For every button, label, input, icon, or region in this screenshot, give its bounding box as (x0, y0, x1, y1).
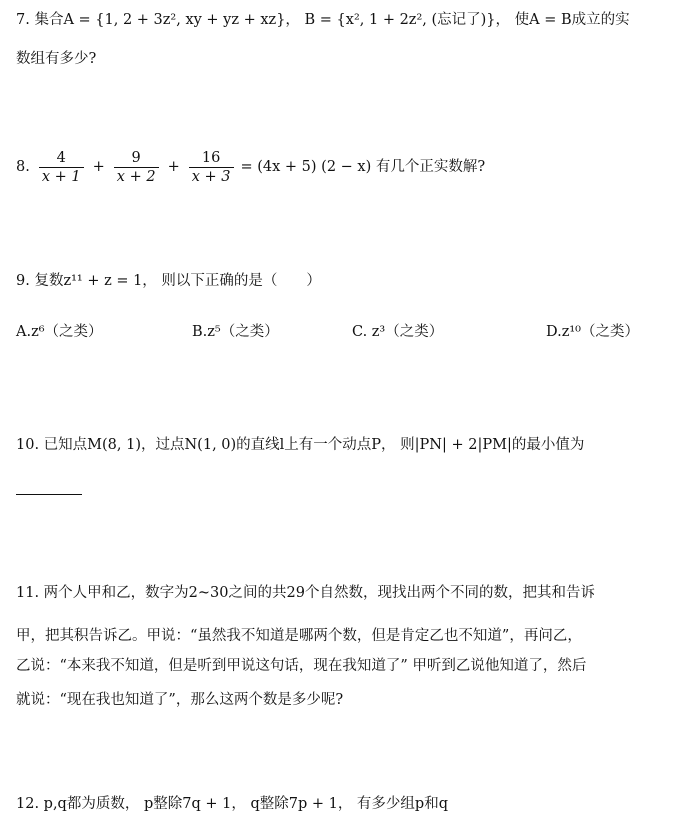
option-d[interactable]: D.z¹⁰（之类） (546, 324, 639, 340)
question-11-line-1: 11. 两个人甲和乙，数字为2~30之间的共29个自然数，现找出两个不同的数，把其和告诉 (16, 585, 595, 601)
question-7-line-1: 7. 集合A = {1, 2 + 3z², xy + yz + xz}， B = {x², 1 + 2z², (忘记了)}， 使A = B成立的实 (16, 12, 630, 28)
fraction-3 (189, 149, 234, 186)
fraction-2 (114, 149, 159, 186)
option-b[interactable]: B.z⁵（之类） (192, 324, 279, 340)
fraction-3-numerator: 16 (201, 149, 221, 166)
fraction-1-numerator: 4 (56, 149, 66, 166)
question-8-number: 8. (16, 159, 30, 175)
fraction-1 (39, 149, 84, 186)
question-9-stem: 9. 复数z¹¹ + z = 1， 则以下正确的是（ ） (16, 273, 321, 289)
question-7-line-2: 数组有多少? (16, 51, 97, 67)
plus-sign: + (92, 159, 105, 175)
fraction-1-denominator: x + 1 (41, 168, 81, 185)
question-11-line-3: 乙说：“本来我不知道，但是听到甲说这句话，现在我知道了” 甲听到乙说他知道了，然后 (16, 658, 587, 674)
question-12: 12. p,q都为质数， p整除7q + 1， q整除7p + 1， 有多少组p和q (16, 796, 448, 812)
fraction-2-numerator: 9 (131, 149, 141, 166)
fraction-2-denominator: x + 2 (116, 168, 156, 185)
question-11-line-2: 甲，把其积告诉乙。甲说：“虽然我不知道是哪两个数，但是肯定乙也不知道”，再问乙， (16, 628, 582, 644)
option-c[interactable]: C. z³（之类） (352, 324, 444, 340)
question-8-equation-rest: = (4x + 5) (2 − x) 有几个正实数解? (240, 159, 486, 175)
question-10: 10. 已知点M(8, 1)，过点N(1, 0)的直线l上有一个动点P， 则|PN| + 2|PM|的最小值为 (16, 437, 585, 453)
fraction-3-denominator: x + 3 (191, 168, 231, 185)
plus-sign: + (167, 159, 180, 175)
question-8 (16, 148, 485, 186)
option-a[interactable]: A.z⁶（之类） (16, 324, 103, 340)
question-11-line-4: 就说：“现在我也知道了”，那么这两个数是多少呢? (16, 692, 344, 708)
answer-blank-line[interactable] (16, 494, 82, 495)
